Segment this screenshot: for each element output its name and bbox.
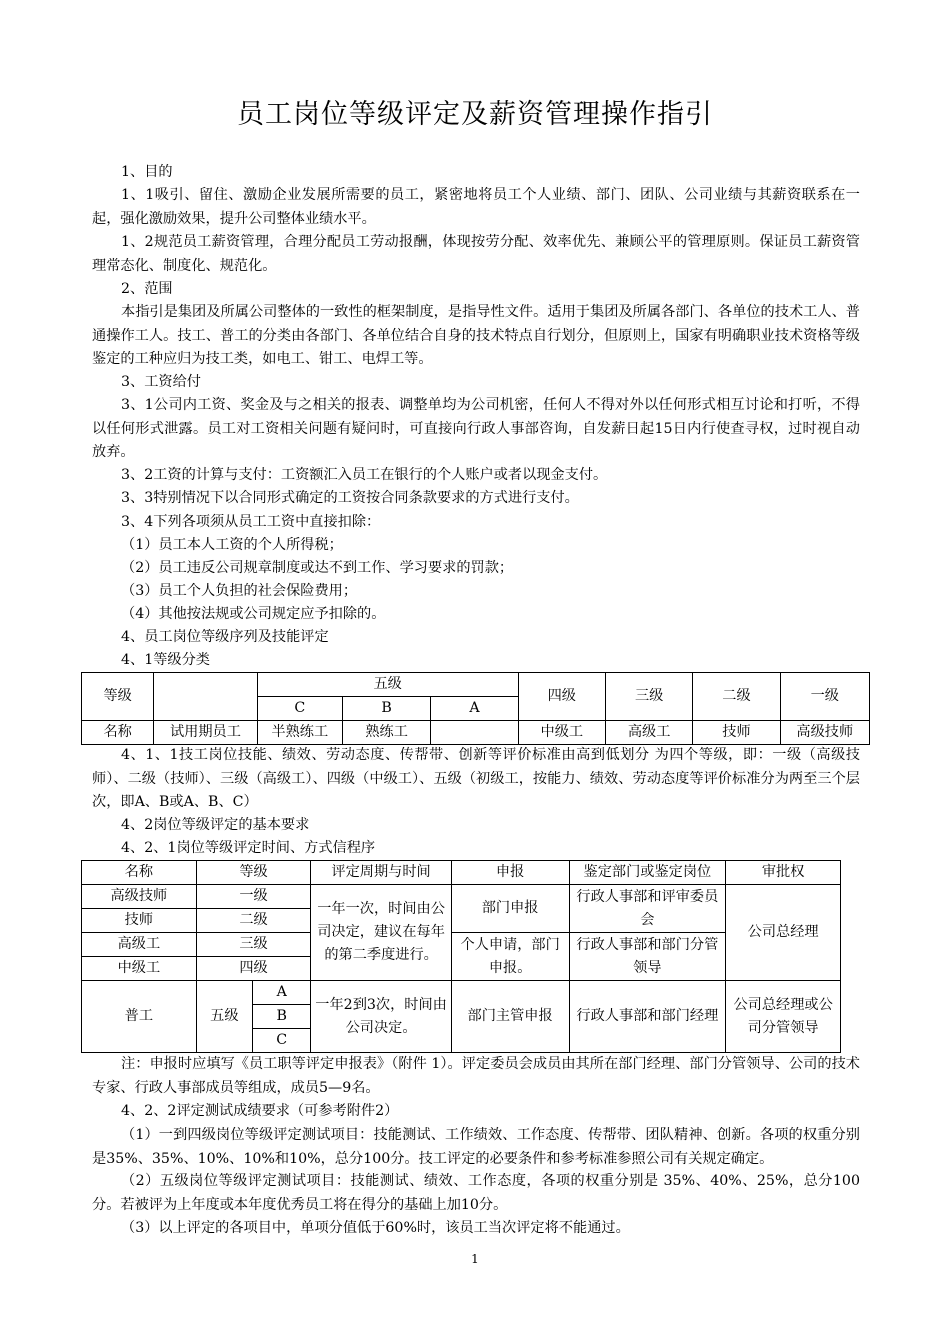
paragraph-3-3: 3、3特别情况下以合同形式确定的工资按合同条款要求的方式进行支付。	[121, 490, 579, 506]
evaluation-procedure-table	[81, 860, 841, 1053]
sublevel-a: A	[253, 981, 311, 1005]
row-4-name: 中级工	[82, 957, 197, 981]
header-level-three: 三级	[605, 673, 692, 721]
header-cycle: 评定周期与时间	[311, 861, 451, 885]
dept-2: 行政人事部和部门分管领导	[569, 933, 726, 981]
table-note: 注：申报时应填写《员工职等评定申报表》（附件 1）。评定委员会成员由其所在部门经理、部门分管领导、公司的技术专家、行政人事部成员等组成，成员5—9名。	[92, 1056, 860, 1096]
header-sublevel-b: B	[342, 697, 430, 721]
dept-3: 行政人事部和部门经理	[569, 981, 726, 1053]
header-level-two: 二级	[693, 673, 780, 721]
row-5-grade: 五级	[196, 981, 252, 1053]
sublevel-b: B	[253, 1005, 311, 1029]
header-approve: 审批权	[726, 861, 841, 885]
section-4-2-1-heading: 4、2、1岗位等级评定时间、方式信程序	[121, 840, 376, 856]
name-senior-technician: 高级技师	[780, 721, 869, 745]
paragraph-1-2: 1、2规范员工薪资管理，合理分配员工劳动报酬，体现按劳分配、效率优先、兼顾公平的管理原则。保证员工薪资管理常态化、制度化、规范化。	[92, 234, 860, 274]
header-level-one: 一级	[780, 673, 869, 721]
header-grade: 等级	[82, 673, 154, 721]
paragraph-2-body: 本指引是集团及所属公司整体的一致性的框架制度，是指导性文件。适用于集团及所属各部门、各单位的技术工人、普通操作工人。技工、普工的分类由各部门、各单位结合自身的技术特点自行划分，但原则上，国家有明确职业技术资格等级鉴定的工种应归为技工类，如电工、钳工、电焊工等。	[92, 304, 860, 367]
header-apply: 申报	[451, 861, 569, 885]
cycle-1: 一年一次，时间由公司决定，建议在每年的第二季度进行。	[311, 885, 451, 981]
paragraph-3-4: 3、4下列各项须从员工工资中直接扣除：	[121, 514, 381, 530]
header-level-four: 四级	[518, 673, 605, 721]
sublevel-c: C	[253, 1029, 311, 1053]
row-1-name: 高级技师	[82, 885, 197, 909]
paragraph-4-1-1: 4、1、1技工岗位技能、绩效、劳动态度、传帮带、创新等评价标准由高到低划分 为四个等级，即：一级（高级技师）、二级（技师）、三级（高级工）、四级（中级工）、五级（初级工，按能力、绩效、劳动态度等评价标准分为两至三个层次，即A、B或A、B、C）	[92, 747, 860, 810]
name-intermediate: 中级工	[518, 721, 605, 745]
row-5-name: 普工	[82, 981, 197, 1053]
grade-classification-table	[81, 672, 870, 745]
list-item-deduction-3: （3）员工个人负担的社会保险费用；	[121, 583, 358, 599]
header-level-five: 五级	[257, 673, 518, 697]
dept-1: 行政人事部和评审委员会	[569, 885, 726, 933]
page-number: 1	[471, 1252, 479, 1266]
section-4-heading: 4、员工岗位等级序列及技能评定	[121, 629, 329, 645]
header-dept: 鉴定部门或鉴定岗位	[569, 861, 726, 885]
paragraph-4-2-2-1: （1）一到四级岗位等级评定测试项目：技能测试、工作绩效、工作态度、传帮带、团队精神、创新。各项的权重分别是35%、35%、10%、10%和10%，总分100分。技工评定的必要条件和参考标准参照公司有关规定确定。	[92, 1127, 860, 1167]
section-4-2-heading: 4、2岗位等级评定的基本要求	[121, 817, 310, 833]
header-grade: 等级	[196, 861, 311, 885]
section-4-1-heading: 4、1等级分类	[121, 652, 210, 668]
name-senior: 高级工	[605, 721, 692, 745]
cycle-2: 一年2到3次，时间由公司决定。	[311, 981, 451, 1053]
name-trial: 试用期员工	[154, 721, 257, 745]
header-sublevel-a: A	[431, 697, 518, 721]
paragraph-4-2-2-3: （3）以上评定的各项目中，单项分值低于60%时，该员工当次评定将不能通过。	[121, 1220, 630, 1236]
header-empty	[154, 673, 257, 721]
paragraph-3-2: 3、2工资的计算与支付：工资额汇入员工在银行的个人账户或者以现金支付。	[121, 467, 608, 483]
list-item-deduction-2: （2）员工违反公司规章制度或达不到工作、学习要求的罚款；	[121, 560, 514, 576]
header-sublevel-c: C	[257, 697, 342, 721]
name-semi-skilled: 半熟练工	[257, 721, 342, 745]
apply-3: 部门主管申报	[451, 981, 569, 1053]
section-3-heading: 3、工资给付	[121, 374, 201, 390]
name-skilled: 熟练工	[342, 721, 430, 745]
section-4-2-2-heading: 4、2、2评定测试成绩要求（可参考附件2）	[121, 1103, 399, 1119]
name-empty	[431, 721, 518, 745]
row-2-grade: 二级	[196, 909, 311, 933]
row-3-grade: 三级	[196, 933, 311, 957]
paragraph-1-1: 1、1吸引、留住、激励企业发展所需要的员工，紧密地将员工个人业绩、部门、团队、公司业绩与其薪资联系在一起，强化激励效果，提升公司整体业绩水平。	[92, 187, 860, 227]
row-2-name: 技师	[82, 909, 197, 933]
paragraph-3-1: 3、1公司内工资、奖金及与之相关的报表、调整单均为公司机密，任何人不得对外以任何形式相互讨论和打听，不得以任何形式泄露。员工对工资相关问题有疑问时，可直接向行政人事部咨询，自发薪日起15日内行使查寻权，过时视自动放弃。	[92, 397, 860, 460]
row-4-grade: 四级	[196, 957, 311, 981]
row-1-grade: 一级	[196, 885, 311, 909]
paragraph-4-2-2-2: （2）五级岗位等级评定测试项目：技能测试、绩效、工作态度，各项的权重分别是 35%、40%、25%，总分100分。若被评为上年度或本年度优秀员工将在得分的基础上加10分。	[92, 1173, 860, 1213]
apply-1: 部门申报	[451, 885, 569, 933]
section-2-heading: 2、范围	[121, 281, 173, 297]
list-item-deduction-4: （4）其他按法规或公司规定应予扣除的。	[121, 606, 386, 622]
list-item-deduction-1: （1）员工本人工资的个人所得税；	[121, 537, 343, 553]
row-label-name: 名称	[82, 721, 154, 745]
approve-2: 公司总经理或公司分管领导	[726, 981, 841, 1053]
section-1-heading: 1、目的	[121, 164, 173, 180]
name-technician: 技师	[693, 721, 780, 745]
apply-2: 个人申请，部门申报。	[451, 933, 569, 981]
approve-1: 公司总经理	[726, 885, 841, 981]
row-3-name: 高级工	[82, 933, 197, 957]
header-name: 名称	[82, 861, 197, 885]
page-title: 员工岗位等级评定及薪资管理操作指引	[237, 99, 713, 130]
